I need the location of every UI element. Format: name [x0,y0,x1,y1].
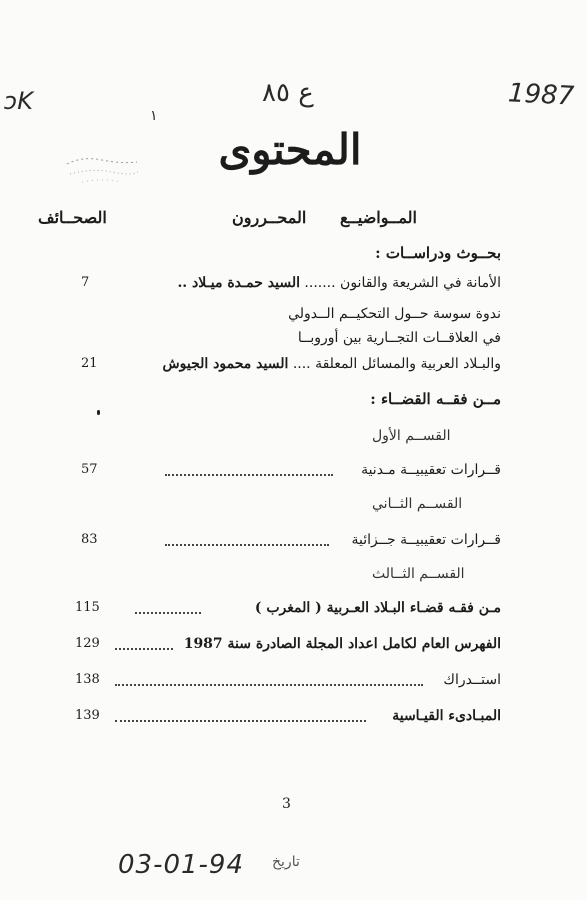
date-stamp: 03-01-94 [118,850,245,880]
entry-title: والبـلاد العربية والمسائل المعلقة .... [292,356,501,372]
toc-entry-nadwa-line1: ندوة سوسة حــول التحكيــم الــدولي [288,306,501,322]
entry-page: 83 [81,532,98,547]
toc-entry-penal [75,532,501,554]
entry-text [163,356,501,372]
handwritten-reference: ع ٨٥ [262,78,314,108]
page-title: المحتوى [218,125,362,174]
toc-entry-istidrak [75,672,501,694]
column-header-editors: المحــررون [232,208,307,227]
part-one-label: القســم الأول [372,428,451,444]
section-studies: بحــوث ودراســات : [375,244,501,262]
part-two-label: القســم الثــاني [372,496,463,512]
toc-entry-civil [75,462,501,484]
leader-dots [115,720,366,722]
leader-dots [115,684,423,686]
entry-author: السيد محمود الجيوش [162,356,289,372]
entry-page: 139 [75,708,100,723]
handwritten-note: تاريخ [272,854,300,870]
faded-stamp-mark [62,142,142,192]
entry-title: قــرارات تعقيبيــة جــزائية [351,532,501,548]
page-number: 3 [282,796,291,812]
leader-dots [165,544,329,546]
section-jurisprudence: مــن فقــه القضــاء : [370,390,501,408]
entry-page: 129 [75,636,100,651]
entry-page: 138 [75,672,100,687]
entry-title: قــرارات تعقيبيــة مـدنية [361,462,501,478]
part-three-label: القســم الثــالث [372,566,465,582]
entry-author: السيد حمـدة ميـلاد .. [177,275,300,291]
ink-speck [97,410,100,415]
entry-page: 7 [81,275,90,290]
toc-entry-bilad [75,356,501,378]
column-header-pages: الصحــائف [38,208,107,227]
entry-title: الأمانة في الشريعة والقانون [340,275,501,291]
handwritten-one: ١ [150,108,158,124]
leader-dots [165,474,333,476]
entry-title: المبـادىء القيـاسية [392,708,501,724]
entry-title: الفهرس العام لكامل اعداد المجلة الصادرة سنة 1987 [183,636,501,652]
entry-title: استــدراك [443,672,501,688]
entry-page: 115 [75,600,100,615]
handwritten-left-mark: ɔK [4,87,33,115]
entry-page: 21 [81,356,98,371]
toc-entry-nadwa-line2: في العلاقــات التجــارية بين أوروبــا [297,330,501,346]
toc-entry-maghreb [75,600,501,622]
leader-dots [115,648,173,650]
toc-entry-amana [75,275,501,297]
leader-dots [135,612,201,614]
entry-title: مـن فقـه قضـاء البـلاد العـربية ( المغرب ) [254,600,501,616]
entry-text: الأمانة في الشريعة والقانون ....... السيد حمـدة ميـلاد .. [177,275,501,291]
column-header-topics: المــواضيــع [340,208,417,227]
entry-page: 57 [81,462,98,477]
handwritten-year: 1987 [507,78,575,112]
toc-entry-principles [75,708,501,730]
toc-entry-index [75,636,501,658]
